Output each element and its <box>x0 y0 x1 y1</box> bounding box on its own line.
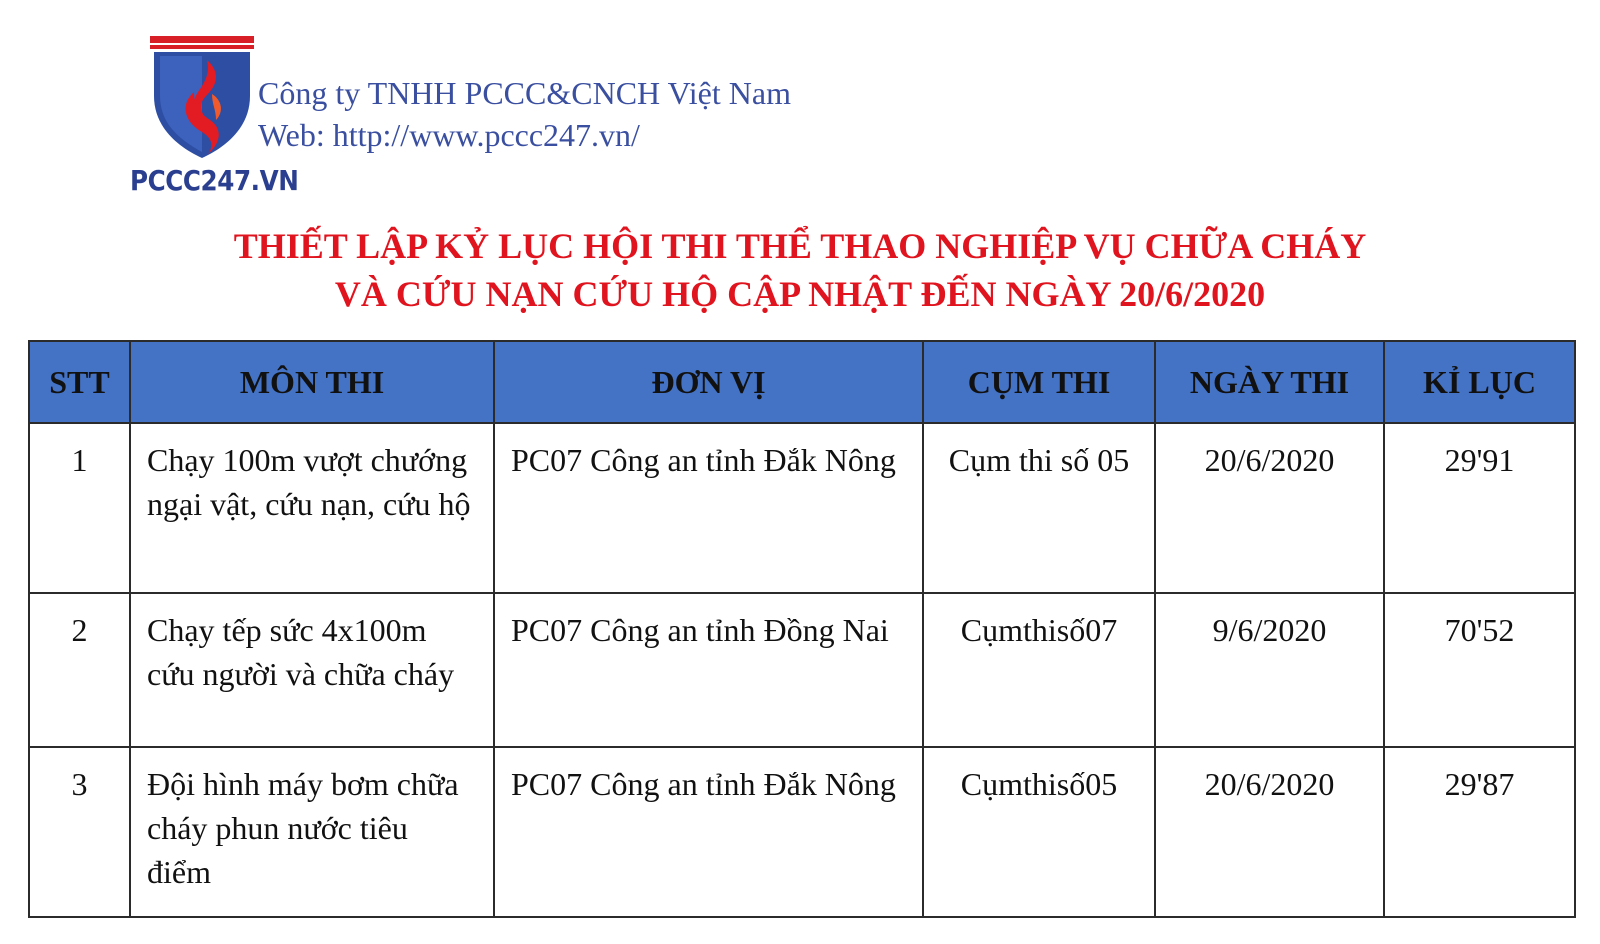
shield-flame-logo-icon <box>150 34 254 160</box>
header-don-vi: ĐƠN VỊ <box>494 341 923 423</box>
document-title <box>0 222 1600 318</box>
cell-mon-thi: Đội hình máy bơm chữa cháy phun nước tiêu điểm <box>130 747 494 917</box>
cell-stt: 3 <box>29 747 130 917</box>
title-line-2: VÀ CỨU NẠN CỨU HỘ CẬP NHẬT ĐẾN NGÀY 20/6/2020 <box>334 274 1266 314</box>
header-mon-thi: MÔN THI <box>130 341 494 423</box>
letterhead <box>0 0 1600 200</box>
cell-don-vi: PC07 Công an tỉnh Đắk Nông <box>494 747 923 917</box>
cell-don-vi: PC07 Công an tỉnh Đồng Nai <box>494 593 923 747</box>
cell-mon-thi: Chạy 100m vượt chướng ngại vật, cứu nạn, cứu hộ <box>130 423 494 593</box>
cell-ngay-thi: 20/6/2020 <box>1155 747 1384 917</box>
cell-stt: 1 <box>29 423 130 593</box>
cell-stt: 2 <box>29 593 130 747</box>
cell-ngay-thi: 20/6/2020 <box>1155 423 1384 593</box>
cell-ki-luc: 29'87 <box>1384 747 1575 917</box>
company-name: Công ty TNHH PCCC&CNCH Việt Nam <box>258 75 791 111</box>
logo-caption: PCCC247.VN <box>130 164 299 197</box>
cell-don-vi: PC07 Công an tỉnh Đắk Nông <box>494 423 923 593</box>
cell-ngay-thi: 9/6/2020 <box>1155 593 1384 747</box>
header-stt: STT <box>29 341 130 423</box>
header-cum-thi: CỤM THI <box>923 341 1155 423</box>
table-row <box>29 423 1575 593</box>
company-website: Web: http://www.pccc247.vn/ <box>258 117 640 153</box>
title-line-1: THIẾT LẬP KỶ LỤC HỘI THI THỂ THAO NGHIỆP VỤ CHỮA CHÁY <box>233 226 1367 266</box>
company-info <box>258 72 791 156</box>
table-row <box>29 747 1575 917</box>
cell-cum-thi: Cụmthisố07 <box>923 593 1155 747</box>
cell-cum-thi: Cụmthisố05 <box>923 747 1155 917</box>
header-ngay-thi: NGÀY THI <box>1155 341 1384 423</box>
header-ki-luc: KỈ LỤC <box>1384 341 1575 423</box>
cell-cum-thi: Cụm thi số 05 <box>923 423 1155 593</box>
cell-ki-luc: 70'52 <box>1384 593 1575 747</box>
table-row <box>29 593 1575 747</box>
records-table <box>28 340 1576 918</box>
table-header-row <box>29 341 1575 423</box>
cell-ki-luc: 29'91 <box>1384 423 1575 593</box>
cell-mon-thi: Chạy tếp sức 4x100m cứu người và chữa cháy <box>130 593 494 747</box>
